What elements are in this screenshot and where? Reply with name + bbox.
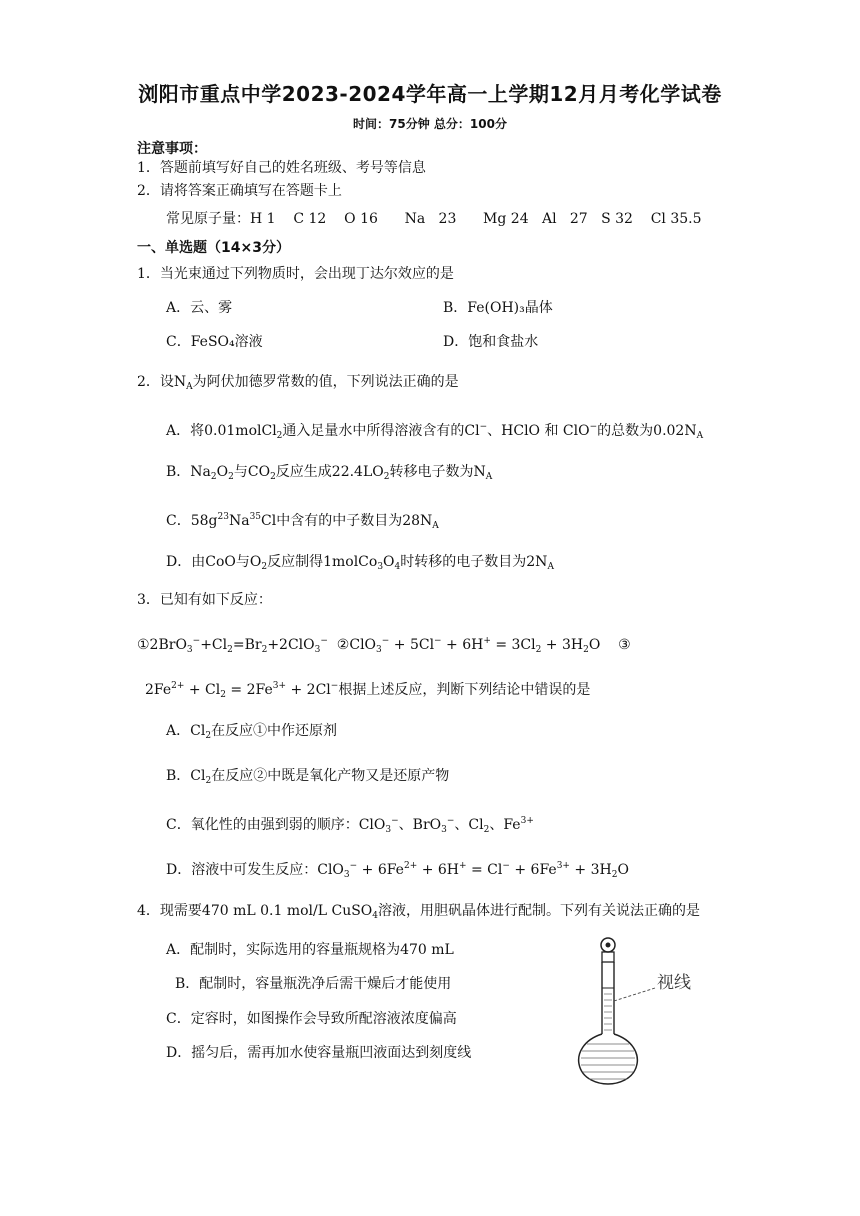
q1-option-d: D．饱和食盐水 (443, 334, 539, 350)
q4-option-a: A．配制时，实际选用的容量瓶规格为470 mL (166, 942, 454, 958)
q4-option-c: C．定容时，如图操作会导致所配溶液浓度偏高 (166, 1011, 457, 1027)
sight-line-label: 视线 (657, 973, 691, 993)
page-title: 浏阳市重点中学2023-2024学年高一上学期12月月考化学试卷 (138, 82, 722, 106)
question-2-stem: 2．设$N_A$为阿伏加德罗常数的值，下列说法正确的是 (137, 374, 459, 392)
notice-item-1: 1．答题前填写好自己的姓名班级、考号等信息 (137, 160, 426, 176)
q3-option-d: D．溶液中可发生反应：$ClO_3^- + 6Fe^{2+} + 6H^+ = Cl^- + 6Fe^{3+} + 3H_2O$ (166, 861, 629, 880)
question-4-stem: 4．现需要470 mL 0.1 mol/L CuSO$_4$溶液，用胆矾晶体进行配制。下列有关说法正确的是 (137, 903, 701, 921)
notice-item-2: 2．请将答案正确填写在答题卡上 (137, 183, 342, 199)
q1-option-c: C．FeSO₄溶液 (166, 334, 263, 350)
volumetric-flask-figure (575, 936, 705, 1086)
q4-option-d: D．摇匀后，需再加水使容量瓶凹液面达到刻度线 (166, 1045, 472, 1061)
q3-reactions-line-2: $2Fe^{2+} + Cl_2 = 2Fe^{3+} + 2Cl^-$根据上述反应，判断下列结论中错误的是 (145, 681, 591, 700)
q3-reactions-line-1: $①2BrO_3^-+Cl_2=Br_2+2ClO_3^-$ ②ClO$_3$− + $5Cl^- + 6H^+ = 3Cl_2 + 3H_2O$ ③ (137, 636, 631, 655)
q1-option-b: B．Fe(OH)₃晶体 (443, 300, 553, 316)
section-heading: 一、单选题（14×3分） (137, 240, 290, 256)
exam-info: 时间：75分钟 总分：100分 (353, 117, 507, 131)
q2-option-d: D．由CoO与$O_2$反应制得$1molCo_3O_4$时转移的电子数目为$2N_A$ (166, 554, 554, 572)
q2-option-c: C．$58g^{23}Na^{35}Cl$中含有的中子数目为$28N_A$ (166, 512, 439, 531)
q2-option-a: A．将0.01molCl$_2$通入足量水中所得溶液含有的Cl−、HClO 和 ClO−的总数为$0.02N_A$ (166, 422, 704, 441)
question-3-stem: 3．已知有如下反应： (137, 592, 272, 608)
q1-option-a: A．云、雾 (166, 300, 233, 316)
q3-option-a: A．$Cl_2$在反应①中作还原剂 (166, 723, 338, 741)
q3-option-b: B．$Cl_2$在反应②中既是氧化产物又是还原产物 (166, 768, 450, 786)
atomic-masses: 常见原子量：H 1 C 12 O 16 Na 23 Mg 24 Al 27 S 32 Cl 35.5 (166, 211, 702, 227)
q3-option-c: C．氧化性的由强到弱的顺序：ClO$_3$−、BrO$_3$−、$Cl_2$、$Fe^{3+}$ (166, 816, 534, 835)
notice-heading: 注意事项： (137, 141, 207, 157)
sight-line (614, 988, 655, 1001)
question-1-stem: 1．当光束通过下列物质时，会出现丁达尔效应的是 (137, 266, 454, 282)
q2-option-b: B．$Na_2O_2$与$CO_2$反应生成$22.4LO_2$转移电子数为$N_A$ (166, 464, 493, 482)
q4-option-b: B．配制时，容量瓶洗净后需干燥后才能使用 (175, 976, 452, 992)
